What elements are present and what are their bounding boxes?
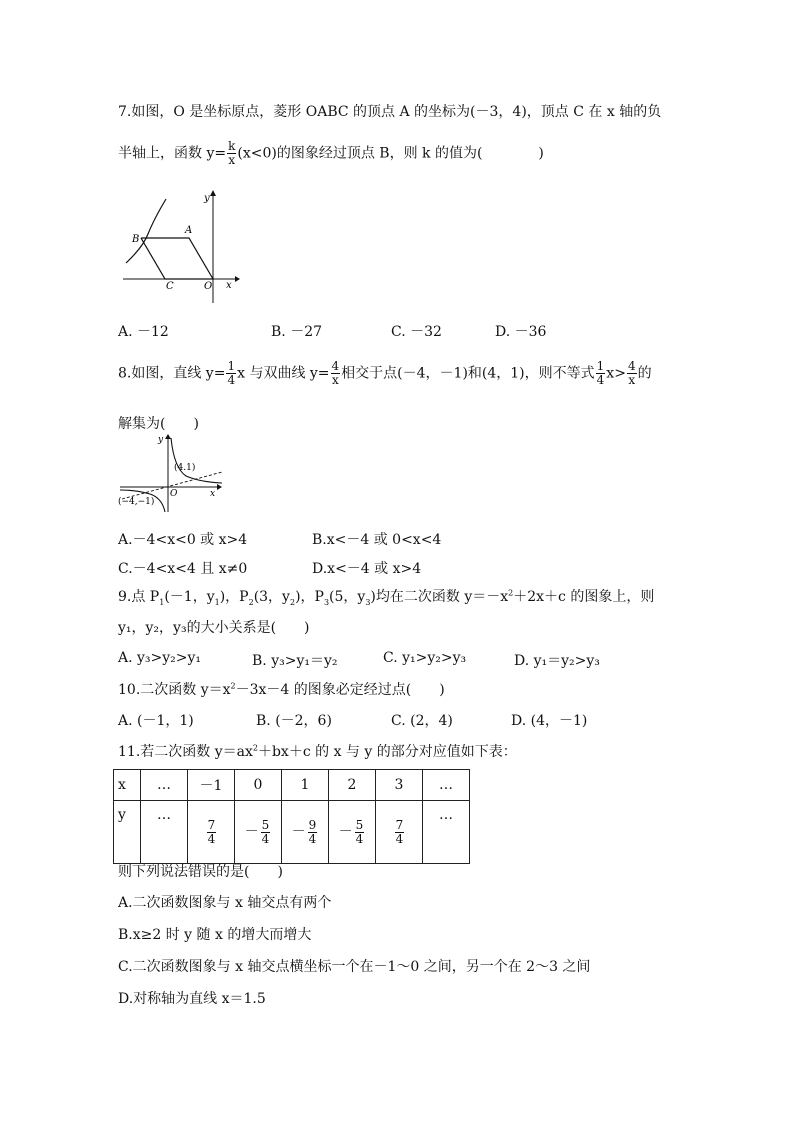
q8-option-b[interactable]: B.x<－4 或 0<x<4 <box>312 532 442 548</box>
y-fraction <box>355 819 365 846</box>
q8-figure <box>118 432 228 514</box>
x-cell: 1 <box>282 770 329 801</box>
y-fraction <box>308 819 318 846</box>
q10-option-c[interactable]: C. (2，4) <box>391 713 453 729</box>
q11-question: 则下列说法错误的是( ) <box>118 864 283 880</box>
q10-option-b[interactable]: B. (－2，6) <box>256 713 332 729</box>
q8-frac3-den: 4 <box>596 373 605 387</box>
q8-label-O: O <box>170 489 178 499</box>
q8-option-c[interactable]: C.－4<x<4 且 x≠0 <box>118 561 248 577</box>
q8-frac1-num: 1 <box>227 359 236 373</box>
x-cell: －1 <box>188 770 235 801</box>
y-sign: － <box>338 824 353 840</box>
q9-seg-e: )，P <box>295 589 324 605</box>
x-cell: … <box>141 770 188 801</box>
q9-line1 <box>118 586 654 607</box>
y-sign: － <box>291 824 306 840</box>
y-num: 7 <box>395 817 404 832</box>
q8-frac4-den: x <box>628 373 636 387</box>
q9-option-a[interactable]: A. y₃>y₂>y₁ <box>118 650 202 666</box>
y-cell <box>329 801 376 864</box>
q9-seg-a: 9.点 P <box>118 589 160 605</box>
q8-part1: 8.如图，直线 y= <box>118 365 226 382</box>
q11-value-table <box>113 769 470 864</box>
x-cell: 3 <box>376 770 423 801</box>
q10-line <box>118 679 445 699</box>
q9-line2: y₁，y₂，y₃的大小关系是( ) <box>118 620 310 636</box>
q10-seg-a: 10.二次函数 y＝x <box>118 682 231 698</box>
q9-sub3: 2 <box>248 597 254 607</box>
q9-seg-c: )，P <box>219 589 249 605</box>
q8-part2: x 与双曲线 y= <box>237 365 330 382</box>
q8-frac4-num: 4 <box>627 359 636 373</box>
q8-label-point1: (4.1) <box>174 463 196 473</box>
q11-line <box>118 741 517 761</box>
y-num: 7 <box>207 817 216 832</box>
y-den: 4 <box>261 831 270 846</box>
q9-sub4: 2 <box>289 597 296 607</box>
y-den: 4 <box>308 831 317 846</box>
q8-frac2-num: 4 <box>331 359 340 373</box>
q10-option-a[interactable]: A. (－1，1) <box>118 713 194 729</box>
q10-seg-b: －3x－4 的图象必定经过点( ) <box>235 682 445 698</box>
y-den: 4 <box>355 831 364 846</box>
q7-line2-a: 半轴上，函数 y= <box>118 145 227 162</box>
q11-option-a[interactable]: A.二次函数图象与 x 轴交点有两个 <box>118 895 332 911</box>
q7-label-A: A <box>185 225 193 236</box>
q11-seg-a: 11.若二次函数 y＝ax <box>118 744 253 760</box>
q7-label-y: y <box>204 193 210 204</box>
q9-sub6: 3 <box>365 597 371 607</box>
y-fraction <box>395 819 405 846</box>
q8-label-x: x <box>210 489 216 499</box>
y-cell <box>235 801 282 864</box>
q7-label-x: x <box>226 280 232 291</box>
y-cell <box>376 801 423 864</box>
q7-label-O: O <box>204 281 213 292</box>
q9-sub2: 1 <box>214 597 220 607</box>
q9-sup: 2 <box>508 588 514 598</box>
q11-sup: 2 <box>252 743 258 753</box>
q9-option-d[interactable]: D. y₁＝y₂>y₃ <box>514 653 600 669</box>
y-den: 4 <box>207 831 216 846</box>
q8-label-y: y <box>158 435 164 445</box>
y-cell <box>282 801 329 864</box>
q9-seg-h: ＋2x＋c 的图象上，则 <box>513 589 655 605</box>
q11-seg-b: ＋bx＋c 的 x 与 y 的部分对应值如下表： <box>257 744 517 760</box>
y-cell: … <box>141 801 188 864</box>
q8-frac2 <box>331 360 341 387</box>
q8-frac4 <box>627 360 637 387</box>
q7-option-b[interactable]: B. －27 <box>271 324 323 340</box>
q8-frac2-den: x <box>331 373 339 387</box>
q8-frac1-den: 4 <box>227 373 236 387</box>
y-sign: － <box>244 824 259 840</box>
q8-line1 <box>118 360 652 387</box>
q8-line2: 解集为( ) <box>118 416 199 432</box>
q10-option-d[interactable]: D. (4，－1) <box>511 713 588 729</box>
y-cell <box>188 801 235 864</box>
q11-option-b[interactable]: B.x≥2 时 y 随 x 的增大而增大 <box>118 927 312 943</box>
x-header-cell: x <box>114 770 141 801</box>
q8-frac3 <box>596 360 606 387</box>
q9-option-c[interactable]: C. y₁>y₂>y₃ <box>383 650 467 666</box>
x-cell: … <box>423 770 470 801</box>
q8-option-a[interactable]: A.－4<x<0 或 x>4 <box>118 532 248 548</box>
q11-option-d[interactable]: D.对称轴为直线 x＝1.5 <box>118 991 266 1007</box>
q7-option-a[interactable]: A. －12 <box>118 324 169 340</box>
y-header-cell: y <box>114 801 141 864</box>
q8-option-d[interactable]: D.x<－4 或 x>4 <box>312 561 422 577</box>
table-row-x <box>114 770 470 801</box>
q9-seg-b: (－1，y <box>164 589 215 605</box>
q7-option-d[interactable]: D. －36 <box>495 324 547 340</box>
q7-label-C: C <box>166 281 174 292</box>
q7-figure <box>118 185 248 305</box>
q9-sub1: 1 <box>159 597 165 607</box>
x-cell: 2 <box>329 770 376 801</box>
y-fraction <box>207 819 217 846</box>
q9-sub5: 3 <box>323 597 330 607</box>
q7-label-B: B <box>132 234 140 245</box>
q7-frac-num: k <box>228 139 236 153</box>
q11-option-c[interactable]: C.二次函数图象与 x 轴交点横坐标一个在－1～0 之间，另一个在 2～3 之间 <box>118 959 591 975</box>
y-fraction <box>261 819 271 846</box>
y-cell: … <box>423 801 470 864</box>
q7-line2-b: (x<0)的图象经过顶点 B，则 k 的值为( ) <box>237 145 544 162</box>
q7-line2 <box>118 140 544 167</box>
q8-frac1 <box>226 360 236 387</box>
q9-option-b[interactable]: B. y₃>y₁＝y₂ <box>252 653 338 669</box>
y-num: 5 <box>261 817 270 832</box>
q7-option-c[interactable]: C. －32 <box>391 324 442 340</box>
q8-frac3-num: 1 <box>596 359 605 373</box>
q7-frac-den: x <box>228 153 236 167</box>
q8-part5: 的 <box>637 365 652 382</box>
q8-label-point2: (−4,−1) <box>118 497 155 507</box>
y-den: 4 <box>395 831 404 846</box>
q10-sup: 2 <box>230 681 236 691</box>
q9-seg-d: (3，y <box>253 589 290 605</box>
q7-fraction <box>227 140 236 167</box>
y-num: 5 <box>355 817 364 832</box>
q9-seg-g: )均在二次函数 y＝－x <box>370 589 509 605</box>
x-cell: 0 <box>235 770 282 801</box>
q8-part4: x> <box>606 365 626 382</box>
q8-part3: 相交于点(－4，－1)和(4，1)，则不等式 <box>341 365 595 382</box>
y-num: 9 <box>308 817 317 832</box>
table-row-y <box>114 801 470 864</box>
q9-seg-f: (5，y <box>329 589 366 605</box>
q7-line1: 7.如图，O 是坐标原点，菱形 OABC 的顶点 A 的坐标为(－3，4)，顶点 C 在 x 轴的负 <box>118 104 662 120</box>
